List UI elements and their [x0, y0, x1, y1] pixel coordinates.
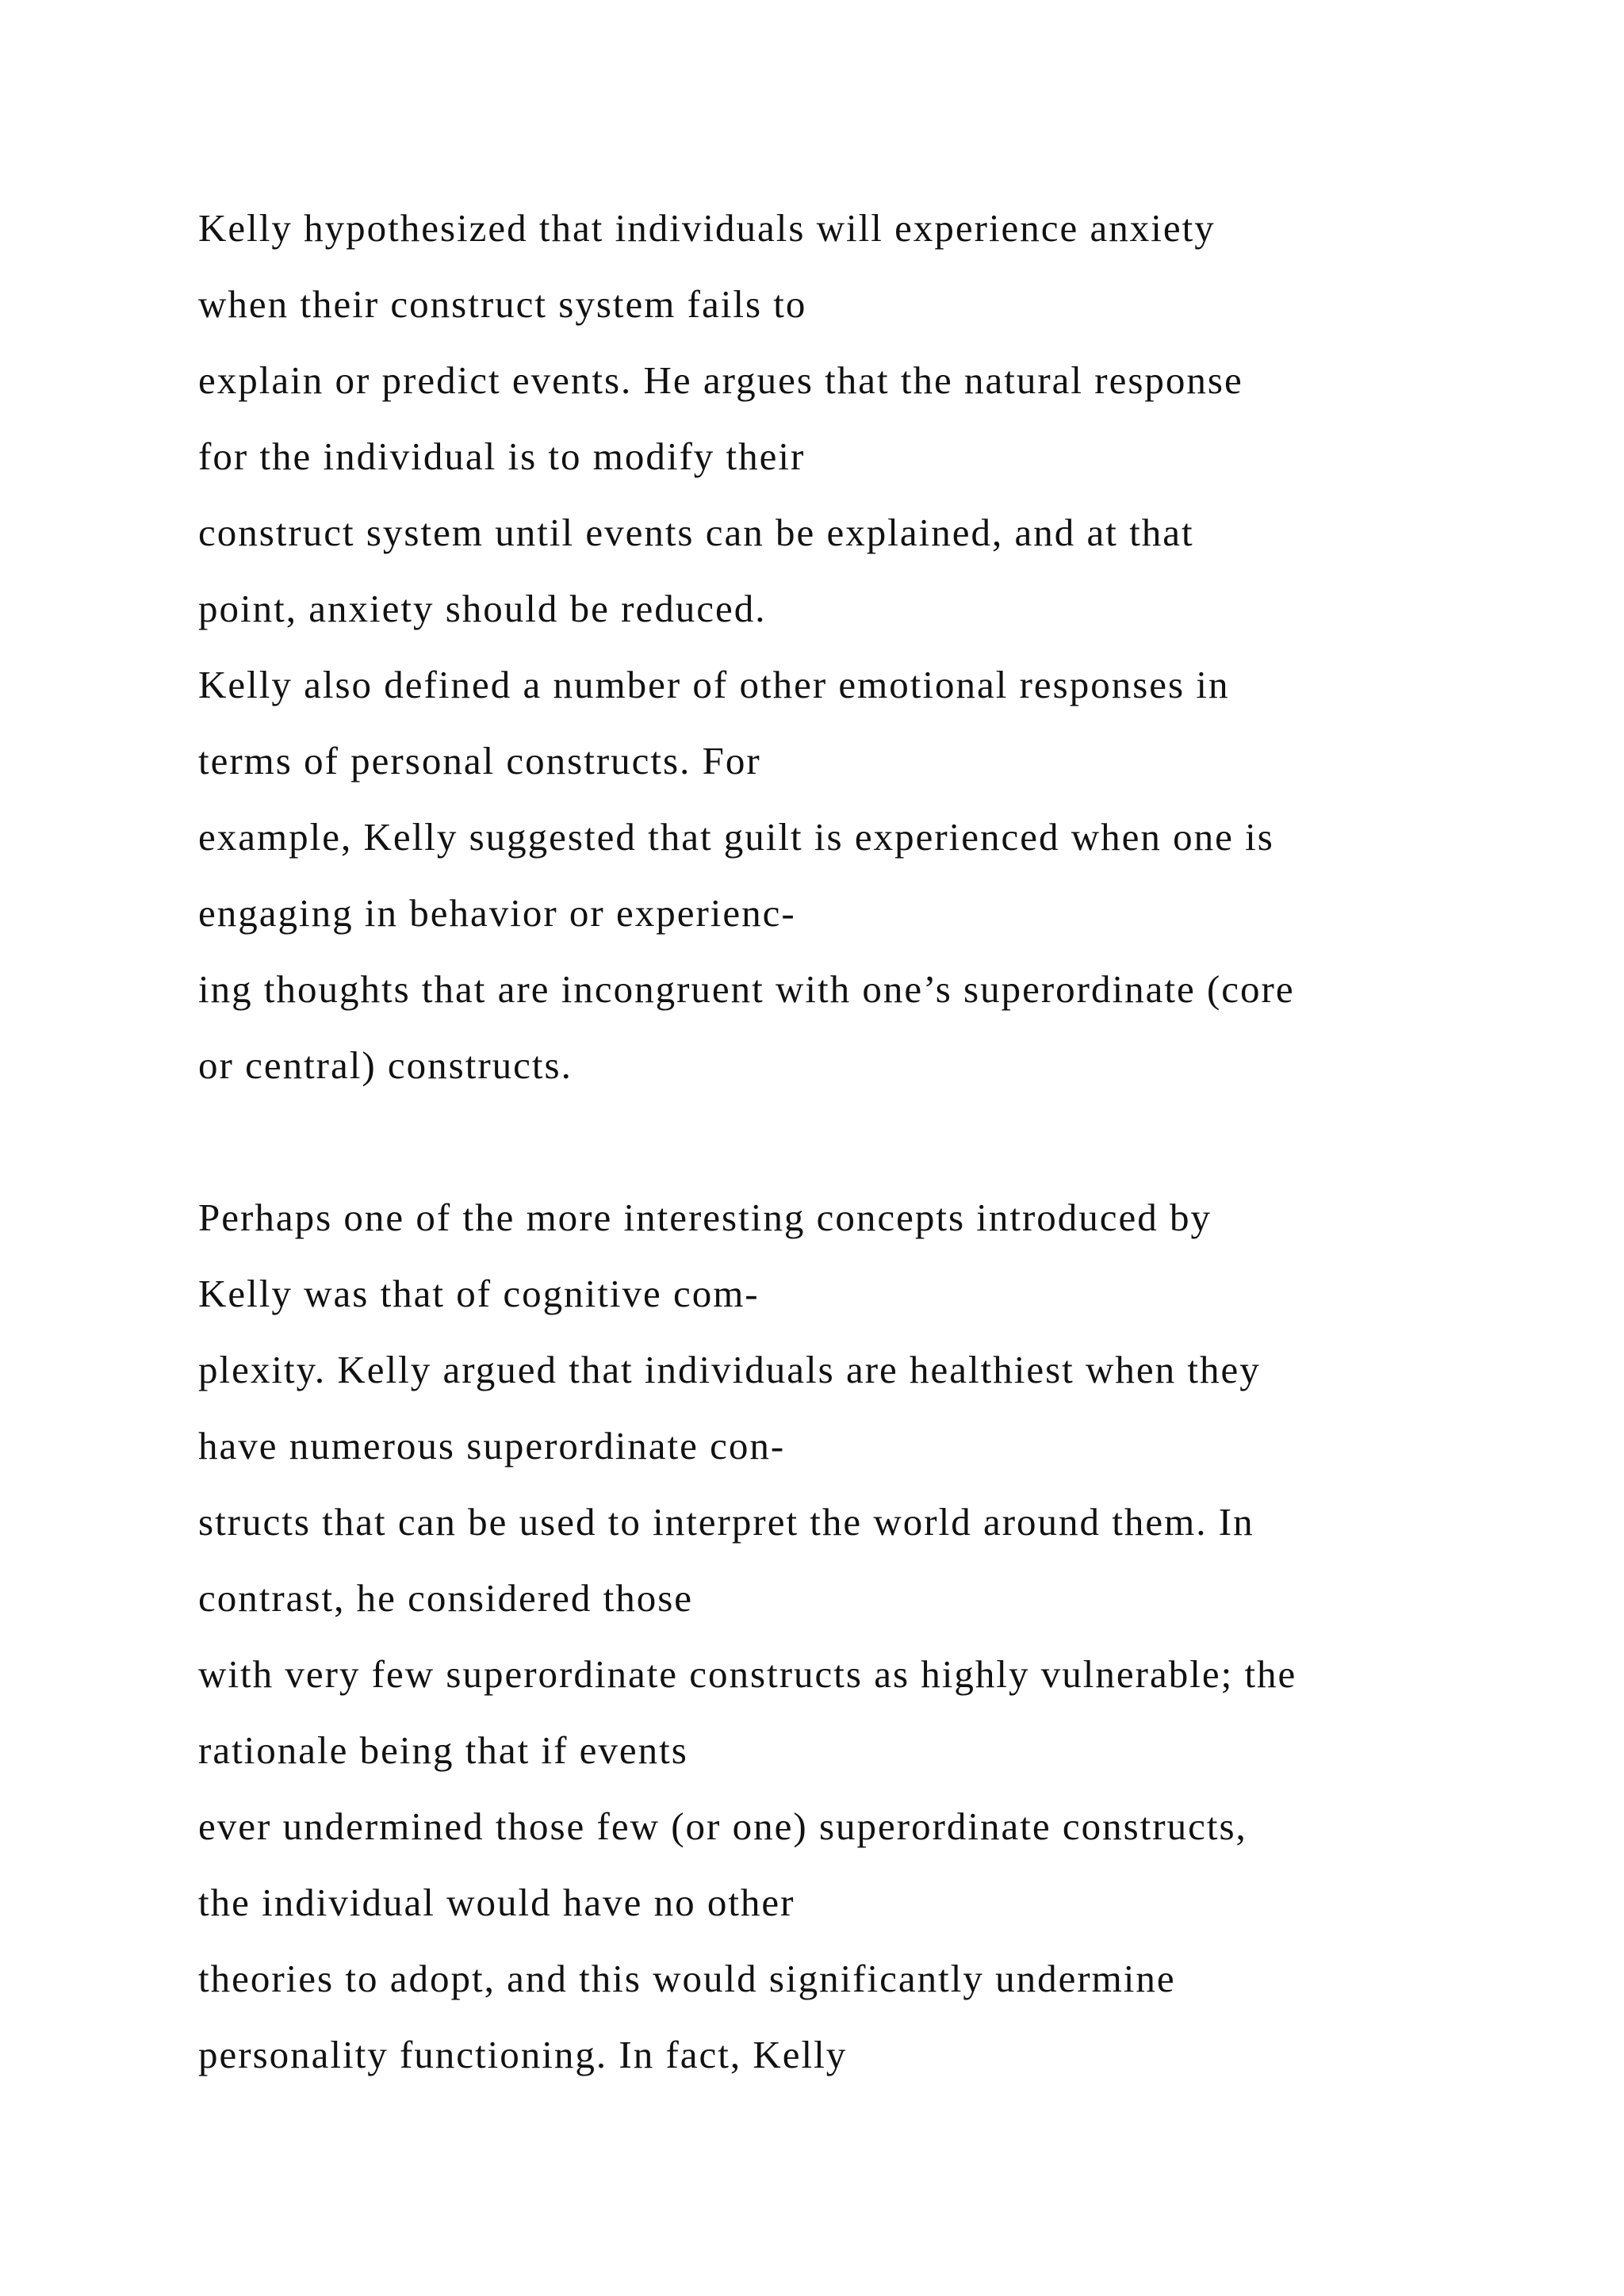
text-line: contrast, he considered those — [198, 1576, 694, 1620]
text-line: Kelly was that of cognitive com- — [198, 1272, 760, 1315]
text-line: when their construct system fails to — [198, 282, 807, 326]
paragraph-break — [198, 1104, 1562, 1180]
text-line: have numerous superordinate con- — [198, 1424, 786, 1468]
body-text — [198, 190, 1562, 2093]
text-line: explain or predict events. He argues that the natural response — [198, 358, 1243, 402]
text-line: Perhaps one of the more interesting concepts introduced by — [198, 1196, 1212, 1239]
text-line: structs that can be used to interpret the world around them. In — [198, 1500, 1254, 1544]
text-line: or central) constructs. — [198, 1043, 573, 1087]
text-line: with very few superordinate constructs as highly vulnerable; the — [198, 1652, 1297, 1696]
text-line: point, anxiety should be reduced. — [198, 587, 767, 630]
text-line: plexity. Kelly argued that individuals are healthiest when they — [198, 1348, 1261, 1391]
text-line: Kelly hypothesized that individuals will experience anxiety — [198, 206, 1216, 250]
text-line: construct system until events can be explained, and at that — [198, 511, 1194, 554]
text-line: theories to adopt, and this would significantly undermine — [198, 1957, 1176, 2000]
text-line: ing thoughts that are incongruent with one’s superordinate (core — [198, 967, 1295, 1011]
text-line: example, Kelly suggested that guilt is experienced when one is — [198, 815, 1274, 859]
text-line: terms of personal constructs. For — [198, 739, 761, 783]
text-line: for the individual is to modify their — [198, 434, 806, 478]
text-line: the individual would have no other — [198, 1881, 795, 1924]
text-line: Kelly also defined a number of other emotional responses in — [198, 663, 1230, 706]
text-line: engaging in behavior or experienc- — [198, 891, 796, 935]
text-line: personality functioning. In fact, Kelly — [198, 2033, 848, 2076]
text-line: ever undermined those few (or one) superordinate constructs, — [198, 1804, 1247, 1848]
text-line: rationale being that if events — [198, 1728, 688, 1772]
